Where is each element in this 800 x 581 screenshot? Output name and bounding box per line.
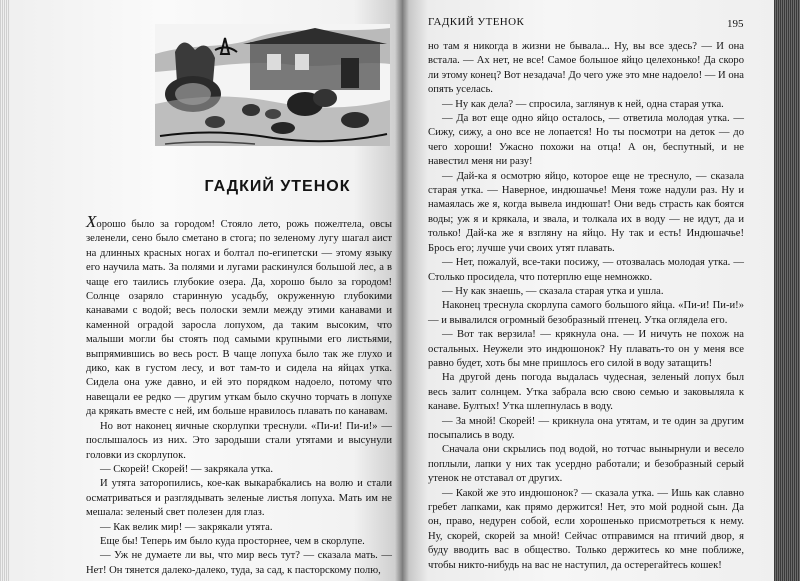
paragraph: но там я никогда в жизни не бывала... Ну, вы все здесь? — И она встала. — Ах нет, не все! Самое большое яйцо целехонько! Да скоро ли этому конец? Вот незадача! До чего уже это мне надоело! — И она опять уселась.: [428, 41, 744, 96]
page-block-edge-left: [0, 0, 10, 581]
paragraph: — Да вот еще одно яйцо осталось, — ответила молодая утка. — Сижу, сижу, а оно все не лопается! Но ты посмотри на деток — до чего хороши! Ужасно похожи на отца! А он, беспутный, и не навестил меня ни разу!: [428, 113, 744, 168]
paragraph: — Как велик мир! — закрякали утята.: [100, 521, 273, 533]
paragraph: — Какой же это индюшонок? — сказала утка. — Ишь как славно гребет лапками, как прямо держится! Нет, это мой родной сын. Да он, право, недурен собой, если хорошенько присмотреться к нему. Ну, скорей, скорей за мной! Сейчас отправимся на птичий двор, я буду вводить вас в общество. Только держитесь ко мне поближе, чтобы никто-нибудь на вас не наступил, да остерегайтесь кошек!: [428, 487, 744, 571]
story-title: ГАДКИЙ УТЕНОК: [204, 178, 351, 195]
farmyard-illustration: [155, 24, 390, 146]
left-page-text: [86, 212, 392, 578]
paragraph: Наконец треснула скорлупа самого большого яйца. «Пи-и! Пи-и!» — и вывалился огромный безобразный птенец. Утка оглядела его.: [428, 300, 744, 326]
paragraph: — Ну как дела? — спросила, заглянув к ней, одна старая утка.: [442, 98, 724, 110]
paragraph: — Уж не думаете ли вы, что мир весь тут? — сказала мать. — Нет! Он тянется далеко-далеко, туда, за сад, к пасторскому полю,: [86, 550, 392, 576]
paragraph: [86, 212, 392, 420]
paragraph: — За мной! Скорей! — крикнула она утятам, и те один за другим посыпались в воду.: [428, 415, 744, 441]
running-head: ГАДКИЙ УТЕНОК: [428, 16, 525, 28]
paragraph: Сначала они скрылись под водой, но тотчас вынырнули и весело поплыли, лапки у них так усердно работали; и безобразный серый утенок не отставал от других.: [428, 444, 744, 485]
paragraph-text: орошо было за городом! Стояло лето, рожь пожелтела, овсы зеленели, сено было сметано в стога; по зеленому лугу шагал аист на длинных красных ногах и болтал по-египетски — этому языку его научила мать. За полями и лугами раскинулся большой лес, а в чаще его таились глубокие озера. Да, хорошо было за городом! Солнце озаряло старинную усадьбу, окруженную глубокими канавами с водой; весь полоски земли между этими канавами и каменной оградой заросла лопухом, да таким высоким, что малыши могли бы стоять под самыми крупными его листьями, выпрямившись во весь рост. В чаще лопуха было так же глухо и дико, как в густом лесу, и вот там-то и сидела на яйцах утка. Сидела она уже давно, и ей это порядком надоело, потому что навещали ее редко — другим уткам было скучно торчать в лопухе да крякать вместе с ней, им больше нравилось плавать по канавам.: [86, 219, 392, 418]
paragraph: И утята заторопились, кое-как выкарабкались на волю и стали осматриваться и разглядывать зеленые листья лопуха. Мать им не мешала: зеленый свет полезен для глаз.: [86, 478, 392, 519]
paragraph: — Нет, пожалуй, все-таки посижу, — отозвалась молодая утка. — Столько просидела, что потерплю еще немножко.: [428, 257, 744, 283]
page-number: 195: [727, 18, 744, 30]
right-page-text: [428, 40, 744, 573]
paragraph: — Скорей! Скорей! — закрякала утка.: [100, 463, 274, 475]
paragraph: Еще бы! Теперь им было куда просторнее, чем в скорлупе.: [100, 535, 365, 547]
book-spine-shadow: [395, 0, 409, 581]
paragraph: Но вот наконец яичные скорлупки треснули. «Пи-и! Пи-и!» — послышалось из них. Это зародыши стали утятами и высунули головки из скорлупок.: [86, 420, 392, 461]
paragraph: — Ну как знаешь, — сказала старая утка и ушла.: [442, 285, 664, 297]
paragraph: — Вот так верзила! — крякнула она. — И ничуть не похож на остальных. Неужели это индюшонок? Ну плавать-то он у меня все равно будет, хоть бы мне пришлось его силой в воду затащить!: [428, 329, 744, 369]
page-block-edge-right: [774, 0, 800, 581]
paragraph: — Дай-ка я осмотрю яйцо, которое еще не треснуло, — сказала старая утка. — Наверное, индюшачье! Меня тоже надули раз. Ну и намаялась же я, когда вывела индюшат! Они ведь страсть как боятся воды; уж я и крякала, и звала, и толкала их в воду — не идут, да и только! Дай-ка же я взгляну на яйцо. Ну так и есть! Индюшачье! Брось его; лучше учи своих утят плавать.: [428, 170, 744, 254]
drop-cap: Х: [86, 212, 97, 231]
paragraph: На другой день погода выдалась чудесная, зеленый лопух был весь залит солнцем. Утка забрала всю свою семью и заковыляла к канаве. Бултых! Утка шлепнулась в воду.: [428, 372, 744, 413]
